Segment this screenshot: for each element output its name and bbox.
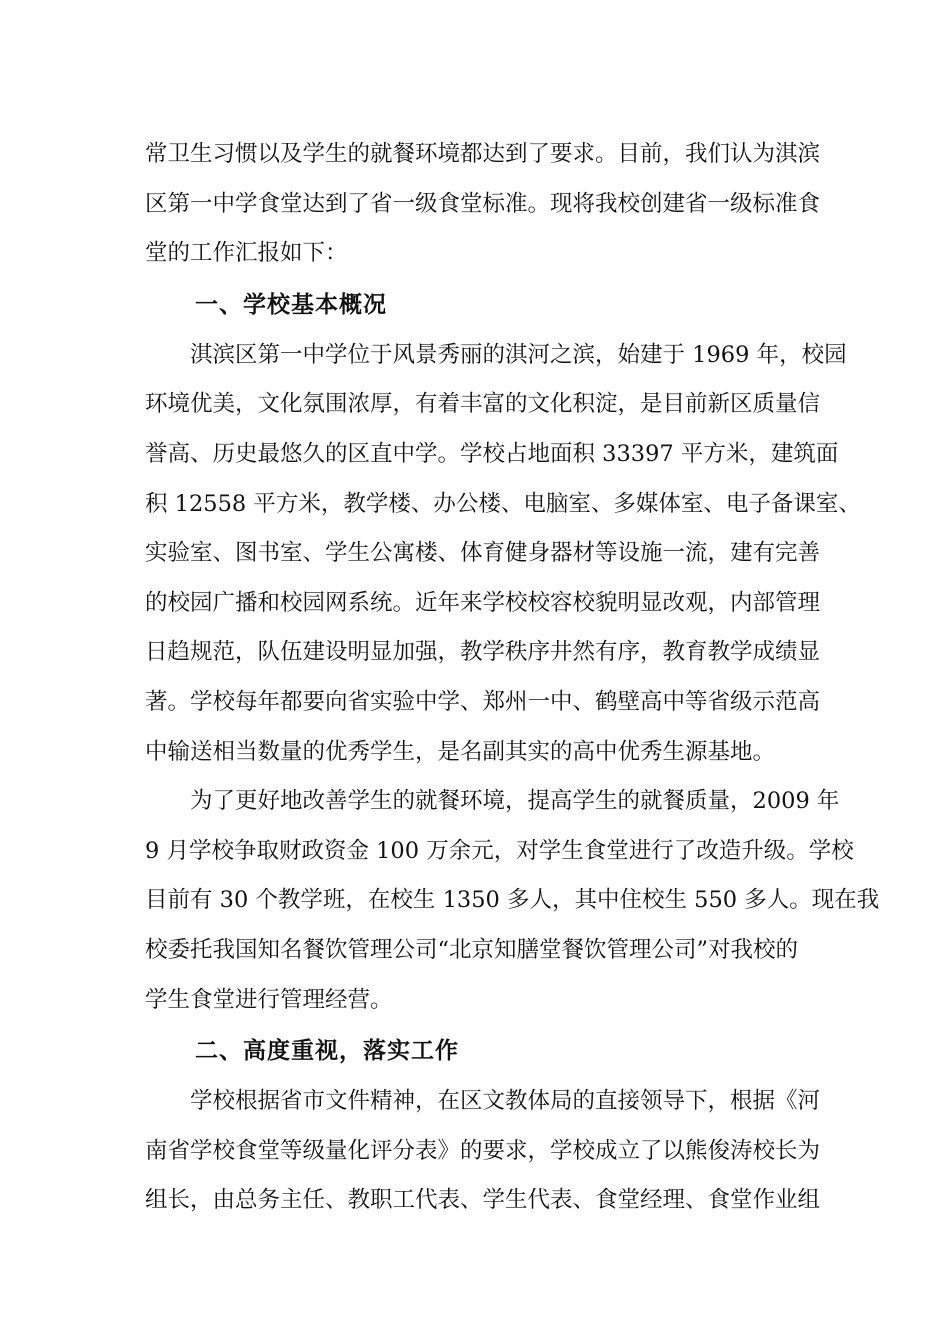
line-text: 环境优美，文化氛围浓厚，有着丰富的文化积淀，是目前新区质量信 <box>145 391 821 418</box>
paragraph-line <box>145 1127 835 1177</box>
line-text: 日趋规范，队伍建设明显加强，教学秩序井然有序，教育教学成绩显 <box>145 639 821 666</box>
line-text: 中输送相当数量的优秀学生，是名副其实的高中优秀生源基地。 <box>145 738 776 765</box>
line-text: 淇滨区第一中学位于风景秀丽的淇河之滨，始建于 1969 年，校园 <box>190 341 847 368</box>
line-text: 目前有 30 个教学班，在校生 1350 多人，其中住校生 550 多人。现在我 <box>145 887 880 914</box>
paragraph-line <box>145 229 835 279</box>
section-heading-1: 一、学校基本概况 <box>195 291 387 318</box>
line-text: 校委托我国知名餐饮管理公司“北京知膳堂餐饮管理公司”对我校的 <box>145 936 799 963</box>
paragraph-line <box>145 180 835 230</box>
paragraph-line <box>145 480 861 530</box>
document-body <box>145 130 880 1226</box>
line-text: 南省学校食堂等级量化评分表》的要求，学校成立了以熊俊涛校长为 <box>145 1137 821 1164</box>
line-text: 组长，由总务主任、教职工代表、学生代表、食堂经理、食堂作业组 <box>145 1187 821 1214</box>
line-text: 为了更好地改善学生的就餐环境，提高学生的就餐质量，2009 年 <box>190 788 840 815</box>
line-text: 学生食堂进行管理经营。 <box>145 986 393 1013</box>
line-text: 9 月学校争取财政资金 100 万余元，对学生食堂进行了改造升级。学校 <box>145 837 854 864</box>
paragraph-line <box>145 876 880 926</box>
paragraph-line <box>145 728 835 778</box>
paragraph-line <box>145 430 839 480</box>
paragraph-line <box>145 579 835 629</box>
line-text: 堂的工作汇报如下： <box>145 240 348 267</box>
line-text: 积 12558 平方米，教学楼、办公楼、电脑室、多媒体室、电子备课室、 <box>145 490 861 517</box>
line-text: 区第一中学食堂达到了省一级食堂标准。现将我校创建省一级标准食 <box>145 190 821 217</box>
paragraph-line <box>145 1077 835 1127</box>
paragraph-line <box>145 628 835 678</box>
paragraph-line <box>145 130 835 180</box>
paragraph-line <box>145 529 835 579</box>
paragraph-line <box>145 777 840 827</box>
paragraph-line <box>145 827 854 877</box>
paragraph-line <box>145 1176 835 1226</box>
paragraph-line <box>145 331 847 381</box>
paragraph-line <box>145 380 835 430</box>
line-text: 常卫生习惯以及学生的就餐环境都达到了要求。目前，我们认为淇滨 <box>145 141 821 167</box>
paragraph-line <box>145 976 835 1026</box>
line-text: 著。学校每年都要向省实验中学、郑州一中、鹤壁高中等省级示范高 <box>145 688 821 715</box>
line-text: 学校根据省市文件精神，在区文教体局的直接领导下，根据《河 <box>190 1088 821 1115</box>
line-text: 誉高、历史最悠久的区直中学。学校占地面积 33397 平方米，建筑面 <box>145 440 839 467</box>
line-text: 实验室、图书室、学生公寓楼、体育健身器材等设施一流，建有完善 <box>145 540 821 567</box>
section-heading-2: 二、高度重视，落实工作 <box>195 1038 459 1065</box>
line-text: 的校园广播和校园网系统。近年来学校校容校貌明显改观，内部管理 <box>145 589 821 616</box>
paragraph-line <box>145 926 835 976</box>
paragraph-line <box>145 678 835 728</box>
